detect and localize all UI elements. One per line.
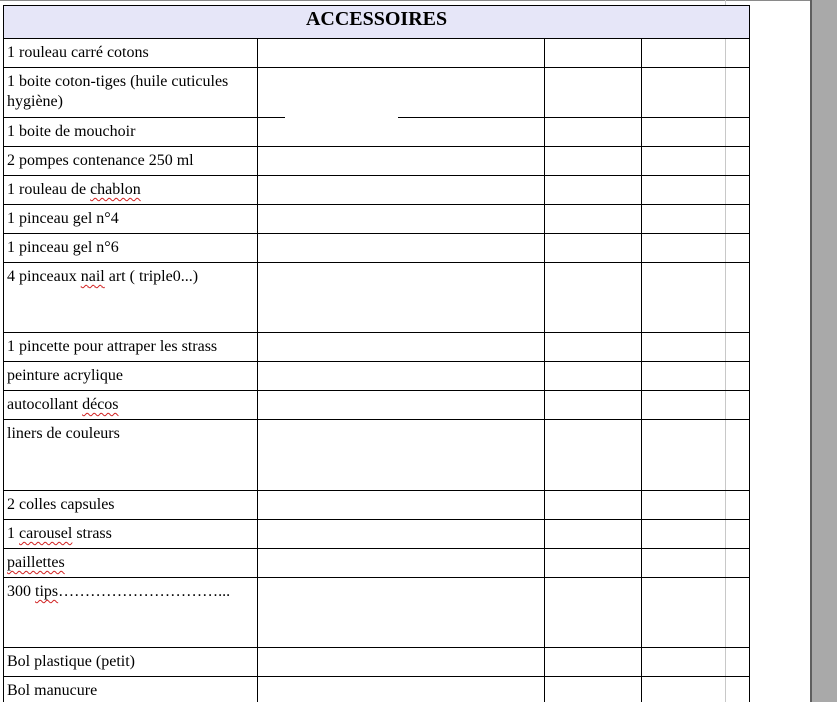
- item-text: 1 rouleau de: [7, 181, 91, 198]
- spellcheck-word: tips: [35, 583, 59, 600]
- price-cell[interactable]: [642, 68, 750, 118]
- price-cell[interactable]: [642, 263, 750, 333]
- price-cell[interactable]: [642, 176, 750, 205]
- quantity-cell[interactable]: [545, 263, 642, 333]
- item-text: 1 boite coton-tiges (huile cuticules hygiène): [7, 73, 229, 110]
- quantity-cell[interactable]: [545, 549, 642, 578]
- item-text: Bol plastique (petit): [7, 653, 135, 670]
- quantity-cell[interactable]: [545, 520, 642, 549]
- item-label-cell: [4, 147, 258, 176]
- item-text: 1 boite de mouchoir: [7, 123, 136, 140]
- item-label-cell: [4, 118, 258, 147]
- notes-cell[interactable]: [258, 578, 545, 648]
- item-text: Bol manucure: [7, 682, 98, 699]
- price-cell[interactable]: [642, 420, 750, 491]
- notes-cell[interactable]: [258, 520, 545, 549]
- item-label-cell: [4, 263, 258, 333]
- table-row: [4, 677, 750, 702]
- spellcheck-word: carousel: [19, 525, 73, 542]
- quantity-cell[interactable]: [545, 362, 642, 391]
- quantity-cell[interactable]: [545, 333, 642, 362]
- price-cell[interactable]: [642, 520, 750, 549]
- spellcheck-word: décos: [82, 396, 119, 413]
- price-cell[interactable]: [642, 39, 750, 68]
- notes-cell[interactable]: [258, 420, 545, 491]
- item-label-cell: [4, 578, 258, 648]
- item-label-cell: [4, 648, 258, 677]
- quantity-cell[interactable]: [545, 677, 642, 702]
- right-scroll-gutter: [810, 0, 837, 702]
- notes-cell[interactable]: [258, 176, 545, 205]
- item-text: 4 pinceaux: [7, 268, 81, 285]
- price-cell[interactable]: [642, 118, 750, 147]
- price-cell[interactable]: [642, 578, 750, 648]
- item-text: 2 pompes contenance 250 ml: [7, 152, 194, 169]
- item-label-cell: [4, 491, 258, 520]
- notes-cell[interactable]: [258, 362, 545, 391]
- table-row: [4, 420, 750, 491]
- notes-cell[interactable]: [258, 391, 545, 420]
- quantity-cell[interactable]: [545, 39, 642, 68]
- notes-cell[interactable]: [258, 39, 545, 68]
- price-cell[interactable]: [642, 234, 750, 263]
- item-label-cell: [4, 362, 258, 391]
- item-label-cell: [4, 68, 258, 118]
- item-text: 300: [7, 583, 35, 600]
- item-text: peinture acrylique: [7, 367, 123, 384]
- item-label-cell: [4, 420, 258, 491]
- item-text: art ( triple0...): [104, 268, 199, 285]
- item-text: 1 rouleau carré cotons: [7, 44, 149, 61]
- quantity-cell[interactable]: [545, 578, 642, 648]
- table-row: [4, 68, 750, 118]
- item-text: 1: [7, 525, 19, 542]
- price-cell[interactable]: [642, 147, 750, 176]
- quantity-cell[interactable]: [545, 176, 642, 205]
- notes-cell[interactable]: [258, 147, 545, 176]
- table-row: [4, 118, 750, 147]
- price-cell[interactable]: [642, 491, 750, 520]
- notes-cell[interactable]: [258, 648, 545, 677]
- table-row: [4, 234, 750, 263]
- table-row: [4, 391, 750, 420]
- item-label-cell: [4, 677, 258, 702]
- quantity-cell[interactable]: [545, 234, 642, 263]
- quantity-cell[interactable]: [545, 118, 642, 147]
- notes-cell[interactable]: [258, 234, 545, 263]
- item-text: liners de couleurs: [7, 425, 120, 442]
- table-row: [4, 263, 750, 333]
- item-text: strass: [72, 525, 112, 542]
- border-gap: [285, 115, 398, 118]
- table-row: [4, 491, 750, 520]
- item-text: …………………………...: [58, 583, 231, 600]
- item-label-cell: [4, 176, 258, 205]
- table-row: [4, 39, 750, 68]
- price-cell[interactable]: [642, 205, 750, 234]
- price-cell[interactable]: [642, 648, 750, 677]
- price-cell[interactable]: [642, 391, 750, 420]
- table-row: [4, 362, 750, 391]
- item-text: 1 pincette pour attraper les strass: [7, 338, 218, 355]
- spellcheck-word: chablon: [90, 181, 141, 198]
- notes-cell[interactable]: [258, 677, 545, 702]
- item-label-cell: [4, 391, 258, 420]
- table-body: [4, 39, 750, 702]
- spellcheck-word: paillettes: [7, 554, 65, 571]
- quantity-cell[interactable]: [545, 491, 642, 520]
- spellcheck-word: nail: [80, 268, 105, 285]
- item-text: 1 pinceau gel n°4: [7, 210, 119, 227]
- price-cell[interactable]: [642, 677, 750, 702]
- item-text: 1 pinceau gel n°6: [7, 239, 119, 256]
- quantity-cell[interactable]: [545, 420, 642, 491]
- notes-cell[interactable]: [258, 205, 545, 234]
- price-cell[interactable]: [642, 362, 750, 391]
- table-row: [4, 176, 750, 205]
- item-label-cell: [4, 333, 258, 362]
- price-cell[interactable]: [642, 333, 750, 362]
- table-row: [4, 578, 750, 648]
- notes-cell[interactable]: [258, 263, 545, 333]
- page-top-border: [0, 0, 810, 1]
- price-cell[interactable]: [642, 549, 750, 578]
- item-label-cell: [4, 205, 258, 234]
- notes-cell[interactable]: [258, 549, 545, 578]
- quantity-cell[interactable]: [545, 391, 642, 420]
- item-text: 2 colles capsules: [7, 496, 115, 513]
- notes-cell[interactable]: [258, 118, 545, 147]
- item-text: autocollant: [7, 396, 83, 413]
- table-row: [4, 648, 750, 677]
- table-row: [4, 520, 750, 549]
- table-row: [4, 147, 750, 176]
- notes-cell[interactable]: [258, 68, 545, 118]
- table-title: ACCESSOIRES: [4, 6, 750, 39]
- notes-cell[interactable]: [258, 333, 545, 362]
- accessories-table: [3, 5, 750, 702]
- quantity-cell[interactable]: [545, 68, 642, 118]
- quantity-cell[interactable]: [545, 648, 642, 677]
- quantity-cell[interactable]: [545, 205, 642, 234]
- notes-cell[interactable]: [258, 491, 545, 520]
- item-label-cell: [4, 549, 258, 578]
- table-row: [4, 549, 750, 578]
- item-label-cell: [4, 234, 258, 263]
- table-row: [4, 205, 750, 234]
- item-label-cell: [4, 39, 258, 68]
- table-row: [4, 333, 750, 362]
- item-label-cell: [4, 520, 258, 549]
- quantity-cell[interactable]: [545, 147, 642, 176]
